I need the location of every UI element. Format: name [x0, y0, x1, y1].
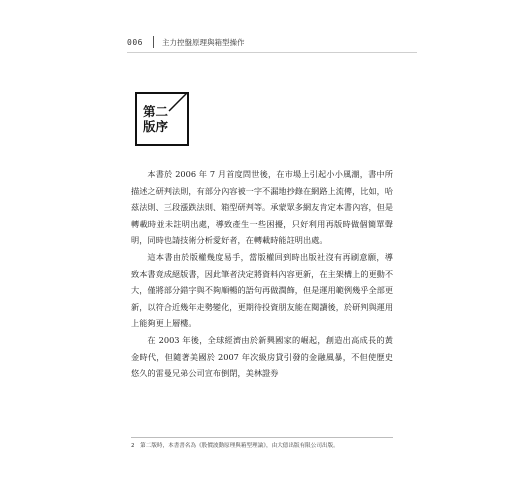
running-header — [127, 34, 244, 50]
page-number: 006 — [127, 37, 143, 47]
chapter-title: 第二 版序 — [143, 104, 169, 134]
paragraph-3: 在 2003 年後，全球經濟由於新興國家的崛起，創造出高成長的黃金時代，但隨著美國於 2007 年次級房貸引發的金融風暴，不但使歷史悠久的雷曼兄弟公司宣布倒閉，美林證券 — [131, 334, 393, 379]
body-text — [131, 166, 393, 382]
header-rule — [127, 52, 417, 53]
paragraph-2: 這本書由於版權幾度易手，當版權回到時出版社沒有再刷意願，導致本書竟成絕版書，因此筆者決定將資料內容更新，在主架構上的更動不大，僅將部分錯字與不夠順暢的語句再做潤飾，但是運用範例幾乎全部更新，以符合近幾年走勢變化，更期待投資朋友能在閱讀後，於研判與運用上能夠更上層樓。 — [131, 251, 394, 329]
book-title: 主力控盤原理與箱型操作 — [161, 37, 245, 47]
paragraph-1: 本書於 2006 年 7 月首度問世後，在市場上引起小小風潮，書中所描述之研判法則，有部分內容被一字不漏地抄錄在網路上流傳，比如，哈茲法則、三段漲跌法則、箱型研判等。承蒙眾多網友肯定本書內容，但是轉載時並未註明出處，導致產生一些困擾，只好利用再版時做個簡單聲明，同時也請技術分析愛好者，在轉載時能註明出處。 — [131, 169, 394, 246]
chapter-title-box — [135, 92, 189, 146]
footnote-rule — [131, 437, 393, 438]
footnote: 2 第二版時，本書書名為《股價波動原理與箱型理論》，由大億出版有限公司出版。 — [131, 443, 339, 449]
header-divider — [153, 36, 154, 48]
